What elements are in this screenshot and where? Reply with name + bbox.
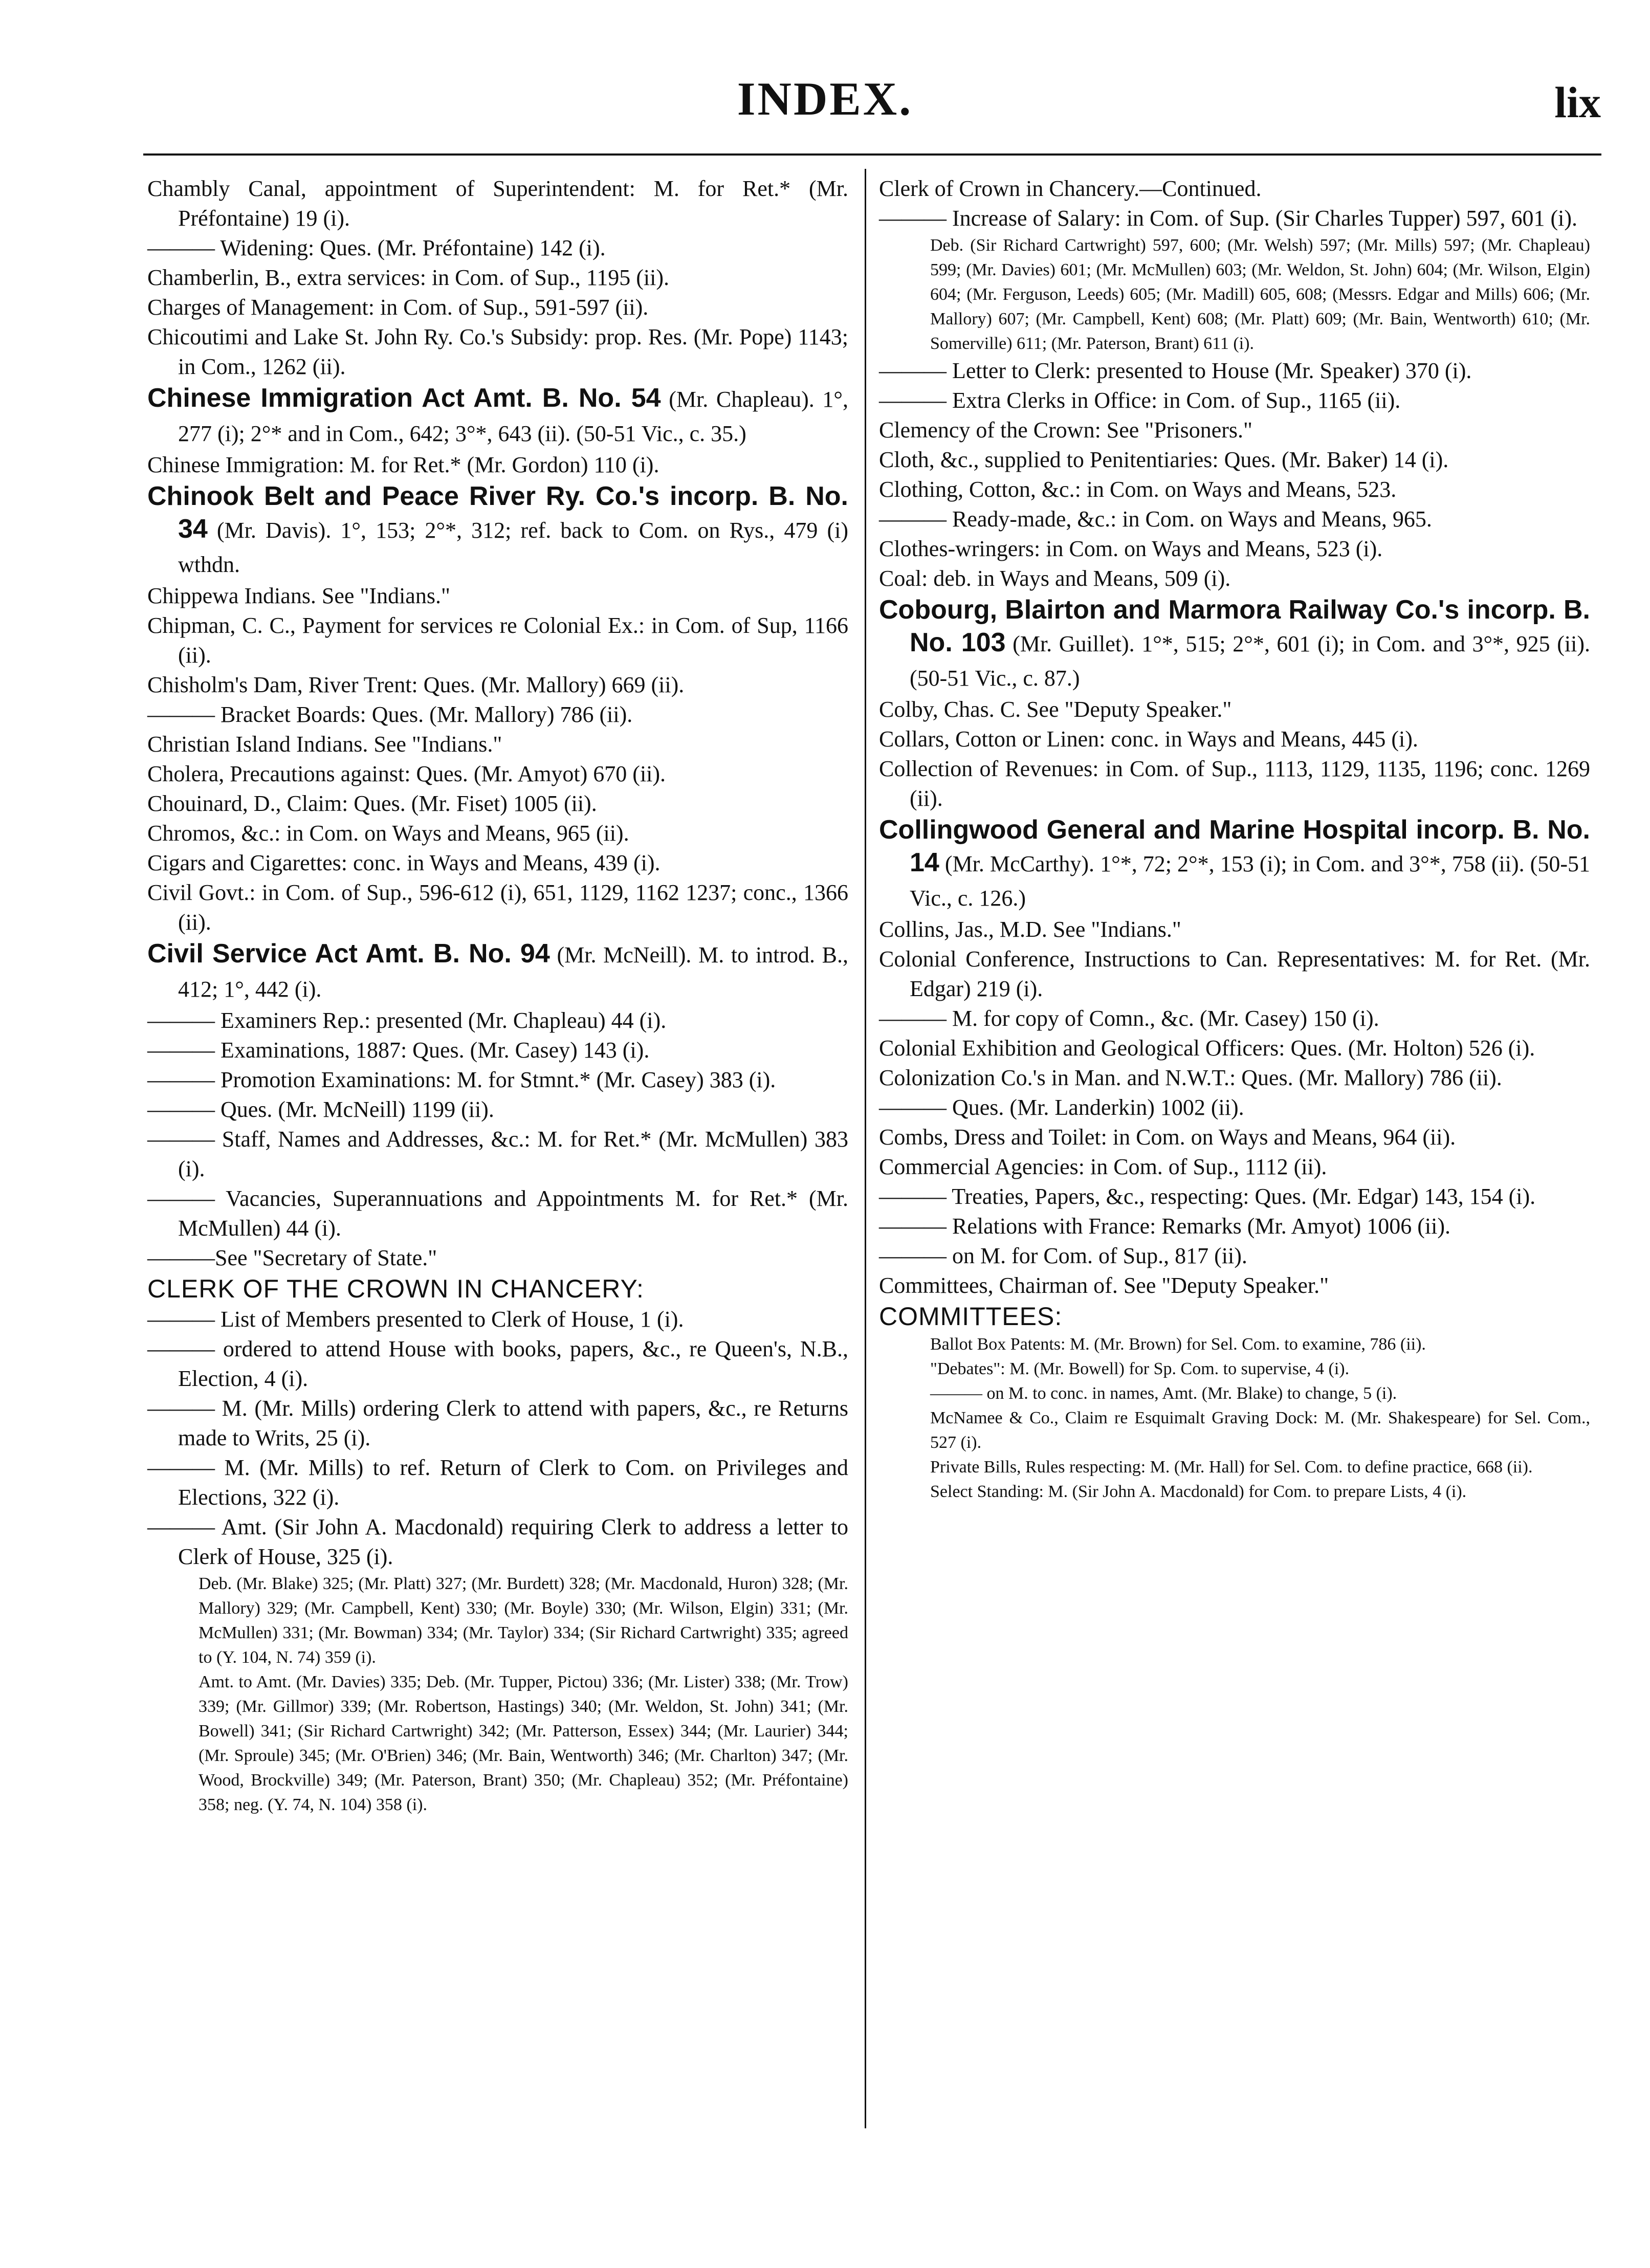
index-entry: Clerk of Crown in Chancery.—Continued. — [879, 176, 1262, 201]
section-heading: COMMITTEES: — [879, 1302, 1063, 1331]
index-subentry: ——— Examinations, 1887: Ques. (Mr. Casey) 143 (i). — [147, 1038, 650, 1063]
index-entry: Commercial Agencies: in Com. of Sup., 1112 (ii). — [879, 1154, 1327, 1179]
index-subentry: ——— Vacancies, Superannuations and Appointments M. for Ret.* (Mr. McMullen) 44 (i). — [147, 1186, 848, 1241]
header-rule — [143, 153, 1601, 156]
index-entry: Colby, Chas. C. See "Deputy Speaker." — [879, 697, 1232, 722]
left-column — [147, 174, 848, 1817]
index-subentry: ——— Treaties, Papers, &c., respecting: Ques. (Mr. Edgar) 143, 154 (i). — [879, 1184, 1536, 1209]
index-entry: Chamberlin, B., extra services: in Com. of Sup., 1195 (ii). — [147, 265, 669, 290]
bill-details: (Mr. McCarthy). 1°*, 72; 2°*, 153 (i); in Com. and 3°*, 758 (ii). (50-51 Vic., c. 126.) — [910, 851, 1590, 911]
index-subentry: ——— List of Members presented to Clerk of House, 1 (i). — [147, 1307, 684, 1332]
index-entry: Chipman, C. C., Payment for services re Colonial Ex.: in Com. of Sup, 1166 (ii). — [147, 613, 848, 668]
index-entry: Committees, Chairman of. See "Deputy Speaker." — [879, 1273, 1329, 1298]
index-entry: Chouinard, D., Claim: Ques. (Mr. Fiset) 1005 (ii). — [147, 791, 597, 816]
bill-details: (Mr. McNeill). M. to introd. B., 412; 1°, 442 (i). — [178, 942, 848, 1002]
index-subentry: ——— Examiners Rep.: presented (Mr. Chapleau) 44 (i). — [147, 1008, 667, 1033]
index-subentry: ——— Increase of Salary: in Com. of Sup. (Sir Charles Tupper) 597, 601 (i). — [879, 206, 1578, 231]
page-number: lix — [1554, 78, 1601, 127]
index-subentry: ——— Letter to Clerk: presented to House (Mr. Speaker) 370 (i). — [879, 358, 1472, 383]
debate-detail: McNamee & Co., Claim re Esquimalt Graving Dock: M. (Mr. Shakespeare) for Sel. Com., 527 (i). — [930, 1408, 1590, 1452]
index-subentry: ———See "Secretary of State." — [147, 1245, 437, 1270]
index-entry: Colonial Exhibition and Geological Officers: Ques. (Mr. Holton) 526 (i). — [879, 1036, 1535, 1061]
index-entry: Clemency of the Crown: See "Prisoners." — [879, 417, 1253, 443]
index-subentry: ——— Staff, Names and Addresses, &c.: M. for Ret.* (Mr. McMullen) 383 (i). — [147, 1127, 848, 1181]
debate-detail: Deb. (Mr. Blake) 325; (Mr. Platt) 327; (Mr. Burdett) 328; (Mr. Macdonald, Huron) 328; (Mr. Mallory) 329; (Mr. Campbell, Kent) 330; (Mr. Boyle) 330; (Mr. Wilson, Elgin) 331; (Mr. McMullen) 331; (Mr. Bowman) 334; (Mr. Taylor) 334; (Sir Richard Cartwright) 335; agreed to (Y. 104, N. 74) 359 (i). — [199, 1574, 848, 1667]
bill-title: Chinook Belt and Peace River Ry. Co.'s incorp. B. No. 34 — [147, 481, 848, 544]
index-entry: Chisholm's Dam, River Trent: Ques. (Mr. Mallory) 669 (ii). — [147, 672, 685, 697]
index-entry: Coal: deb. in Ways and Means, 509 (i). — [879, 566, 1231, 591]
index-entry: Chippewa Indians. See "Indians." — [147, 583, 450, 608]
debate-detail: Amt. to Amt. (Mr. Davies) 335; Deb. (Mr. Tupper, Pictou) 336; (Mr. Lister) 338; (Mr. Trow) 339; (Mr. Gillmor) 339; (Mr. Robertson, Hastings) 340; (Mr. Weldon, St. John) 341; (Mr. Bowell) 341; (Sir Richard Cartwright) 342; (Mr. Patterson, Essex) 344; (Mr. Laurier) 344; (Mr. Sproule) 345; (Mr. O'Brien) 346; (Mr. Bain, Wentworth) 346; (Mr. Charlton) 347; (Mr. Wood, Brockville) 349; (Mr. Paterson, Brant) 350; (Mr. Chapleau) 352; (Mr. Préfontaine) 358; neg. (Y. 74, N. 104) 358 (i). — [199, 1672, 848, 1814]
bill-details: (Mr. Chapleau). 1°, 277 (i); 2°* and in Com., 642; 3°*, 643 (ii). (50-51 Vic., c. 35.) — [178, 387, 848, 446]
bill-title: Collingwood General and Marine Hospital incorp. B. No. 14 — [879, 815, 1590, 877]
index-entry: Cloth, &c., supplied to Penitentiaries: Ques. (Mr. Baker) 14 (i). — [879, 447, 1449, 472]
index-subentry: ——— Ques. (Mr. Landerkin) 1002 (ii). — [879, 1095, 1244, 1120]
index-entry-bill — [879, 593, 1590, 695]
index-entry: Chambly Canal, appointment of Superintendent: M. for Ret.* (Mr. Préfontaine) 19 (i). — [147, 176, 848, 231]
index-entry: Cigars and Cigarettes: conc. in Ways and Means, 439 (i). — [147, 850, 661, 875]
bill-title: Cobourg, Blairton and Marmora Railway Co.'s incorp. B. No. 103 — [879, 595, 1590, 657]
index-entry: Chinese Immigration: M. for Ret.* (Mr. Gordon) 110 (i). — [147, 452, 659, 477]
index-entry: Christian Island Indians. See "Indians." — [147, 732, 502, 757]
debate-detail: ——— on M. to conc. in names, Amt. (Mr. Blake) to change, 5 (i). — [930, 1384, 1397, 1403]
index-entry: Combs, Dress and Toilet: in Com. on Ways and Means, 964 (ii). — [879, 1125, 1456, 1150]
index-subentry: ——— ordered to attend House with books, papers, &c., re Queen's, N.B., Election, 4 (i). — [147, 1336, 848, 1391]
debate-detail: "Debates": M. (Mr. Bowell) for Sp. Com. to supervise, 4 (i). — [930, 1359, 1350, 1378]
index-subentry: ——— on M. for Com. of Sup., 817 (ii). — [879, 1243, 1247, 1268]
index-subentry: ——— Bracket Boards: Ques. (Mr. Mallory) 786 (ii). — [147, 702, 633, 727]
debate-detail: Private Bills, Rules respecting: M. (Mr. Hall) for Sel. Com. to define practice, 668 (ii). — [930, 1458, 1533, 1477]
index-entry: Civil Govt.: in Com. of Sup., 596-612 (i), 651, 1129, 1162 1237; conc., 1366 (ii). — [147, 880, 848, 935]
index-entry: Clothing, Cotton, &c.: in Com. on Ways and Means, 523. — [879, 477, 1397, 502]
index-entry: Collins, Jas., M.D. See "Indians." — [879, 917, 1181, 942]
column-divider — [865, 169, 866, 2128]
index-subentry: ——— Widening: Ques. (Mr. Préfontaine) 142 (i). — [147, 235, 606, 260]
debate-detail: Deb. (Sir Richard Cartwright) 597, 600; (Mr. Welsh) 597; (Mr. Mills) 597; (Mr. Chapleau) 599; (Mr. Davies) 601; (Mr. McMullen) 603; (Mr. Weldon, St. John) 604; (Mr. Wilson, Elgin) 604; (Mr. Ferguson, Leeds) 605; (Mr. Madill) 605, 608; (Messrs. Edgar and Mills) 606; (Mr. Mallory) 607; (Mr. Campbell, Kent) 608; (Mr. Platt) 609; (Mr. Bain, Wentworth) 610; (Mr. Somerville) 611; (Mr. Paterson, Brant) 611 (i). — [930, 236, 1590, 353]
bill-details: (Mr. Guillet). 1°*, 515; 2°*, 601 (i); in Com. and 3°*, 925 (ii). (50-51 Vic., c. 87.) — [910, 631, 1590, 691]
index-entry-bill — [147, 480, 848, 581]
index-subentry: ——— Promotion Examinations: M. for Stmnt.* (Mr. Casey) 383 (i). — [147, 1067, 776, 1092]
index-entry-bill — [147, 382, 848, 450]
index-subentry: ——— Ready-made, &c.: in Com. on Ways and Means, 965. — [879, 507, 1432, 532]
index-subentry: ——— M. (Mr. Mills) ordering Clerk to attend with papers, &c., re Returns made to Writs, 25 (i). — [147, 1396, 848, 1450]
index-entry-bill — [879, 813, 1590, 915]
index-subentry: ——— Ques. (Mr. McNeill) 1199 (ii). — [147, 1097, 494, 1122]
index-entry: Chromos, &c.: in Com. on Ways and Means, 965 (ii). — [147, 821, 629, 846]
bill-title: Civil Service Act Amt. B. No. 94 — [147, 939, 550, 968]
index-subentry: ——— M. for copy of Comn., &c. (Mr. Casey) 150 (i). — [879, 1006, 1379, 1031]
index-entry: Colonial Conference, Instructions to Can. Representatives: M. for Ret. (Mr. Edgar) 219 (i). — [879, 946, 1590, 1001]
index-entry: Collars, Cotton or Linen: conc. in Ways and Means, 445 (i). — [879, 726, 1418, 752]
index-entry-bill — [147, 937, 848, 1006]
bill-details: (Mr. Davis). 1°, 153; 2°*, 312; ref. back to Com. on Rys., 479 (i) wthdn. — [178, 518, 848, 577]
index-entry: Clothes-wringers: in Com. on Ways and Means, 523 (i). — [879, 536, 1383, 561]
index-entry: Colonization Co.'s in Man. and N.W.T.: Ques. (Mr. Mallory) 786 (ii). — [879, 1065, 1502, 1090]
section-heading: CLERK OF THE CROWN IN CHANCERY: — [147, 1274, 644, 1303]
bill-title: Chinese Immigration Act Amt. B. No. 54 — [147, 383, 661, 413]
debate-detail: Ballot Box Patents: M. (Mr. Brown) for Sel. Com. to examine, 786 (ii). — [930, 1335, 1426, 1354]
index-entry: Charges of Management: in Com. of Sup., 591-597 (ii). — [147, 295, 649, 320]
index-entry: Chicoutimi and Lake St. John Ry. Co.'s Subsidy: prop. Res. (Mr. Pope) 1143; in Com., 1262 (ii). — [147, 324, 848, 379]
right-column — [879, 174, 1590, 1504]
index-subentry: ——— Relations with France: Remarks (Mr. Amyot) 1006 (ii). — [879, 1214, 1450, 1239]
index-entry: Collection of Revenues: in Com. of Sup., 1113, 1129, 1135, 1196; conc. 1269 (ii). — [879, 756, 1590, 811]
index-subentry: ——— Amt. (Sir John A. Macdonald) requiring Clerk to address a letter to Clerk of House, 325 (i). — [147, 1514, 848, 1569]
index-subentry: ——— Extra Clerks in Office: in Com. of Sup., 1165 (ii). — [879, 388, 1401, 413]
debate-detail: Select Standing: M. (Sir John A. Macdonald) for Com. to prepare Lists, 4 (i). — [930, 1482, 1467, 1501]
index-entry: Cholera, Precautions against: Ques. (Mr. Amyot) 670 (ii). — [147, 761, 666, 786]
page-title: INDEX. — [737, 73, 913, 125]
index-subentry: ——— M. (Mr. Mills) to ref. Return of Clerk to Com. on Privileges and Elections, 322 (i). — [147, 1455, 848, 1510]
